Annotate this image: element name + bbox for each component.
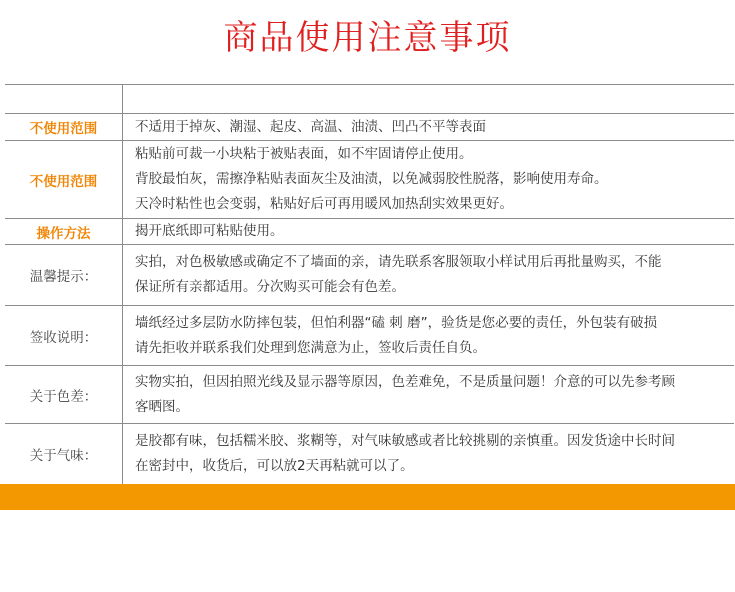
content-line: 客晒图。 <box>135 398 189 415</box>
row-content <box>123 114 735 141</box>
row-label <box>5 85 123 114</box>
content-line: 实拍，对色极敏感或确定不了墙面的亲，请先联系客服领取小样试用后再批量购买，不能 <box>135 254 662 270</box>
row-content <box>123 85 735 114</box>
content-line: 天冷时粘性也会变弱，粘贴好后可再用暖风加热刮实效果更好。 <box>135 196 513 212</box>
content-line: 实物实拍，但因拍照光线及显示器等原因，色差难免，不是质量问题！介意的可以先参考顾 <box>135 373 675 390</box>
content-line: 不适用于掉灰、潮湿、起皮、高温、油渍、凹凸不平等表面 <box>135 118 486 135</box>
table-row <box>5 306 734 366</box>
content-line: 粘贴前可裁一小块粘于被贴表面，如不牢固请停止使用。 <box>135 146 473 162</box>
table-row <box>5 245 734 306</box>
row-label: 签收说明： <box>5 306 123 366</box>
content-line: 墙纸经过多层防水防摔包装，但怕利器“磕 刺 磨”，验货是您必要的责任，外包装有破损 <box>135 314 658 331</box>
footer-bar <box>0 484 735 510</box>
row-content <box>123 141 735 219</box>
table-row <box>5 366 734 424</box>
row-label: 不使用范围 <box>5 114 123 141</box>
row-content <box>123 219 735 245</box>
row-content <box>123 245 735 306</box>
row-label: 操作方法 <box>5 219 123 245</box>
notice-table <box>5 84 734 485</box>
row-label: 关于气味： <box>5 424 123 485</box>
table-row <box>5 114 734 141</box>
row-content <box>123 366 735 424</box>
row-content <box>123 306 735 366</box>
row-content <box>123 424 735 485</box>
content-line: 请先拒收并联系我们处理到您满意为止，签收后责任自负。 <box>135 339 486 356</box>
table-row <box>5 219 734 245</box>
row-label: 不使用范围 <box>5 141 123 219</box>
page-title: 商品使用注意事项 <box>223 18 512 58</box>
content-line: 背胶最怕灰，需擦净粘贴表面灰尘及油渍，以免减弱胶性脱落，影响使用寿命。 <box>135 171 608 187</box>
content-line: 揭开底纸即可粘贴使用。 <box>135 223 284 239</box>
row-label: 温馨提示： <box>5 245 123 306</box>
row-label: 关于色差： <box>5 366 123 424</box>
table-row <box>5 85 734 114</box>
table-row <box>5 424 734 485</box>
content-line: 在密封中，收货后，可以放2天再粘就可以了。 <box>135 458 414 474</box>
table-row <box>5 141 734 219</box>
content-line: 是胶都有味，包括糯米胶、浆糊等，对气味敏感或者比较挑剔的亲慎重。因发货途中长时间 <box>135 433 675 449</box>
content-line: 保证所有亲都适用。分次购买可能会有色差。 <box>135 279 405 295</box>
